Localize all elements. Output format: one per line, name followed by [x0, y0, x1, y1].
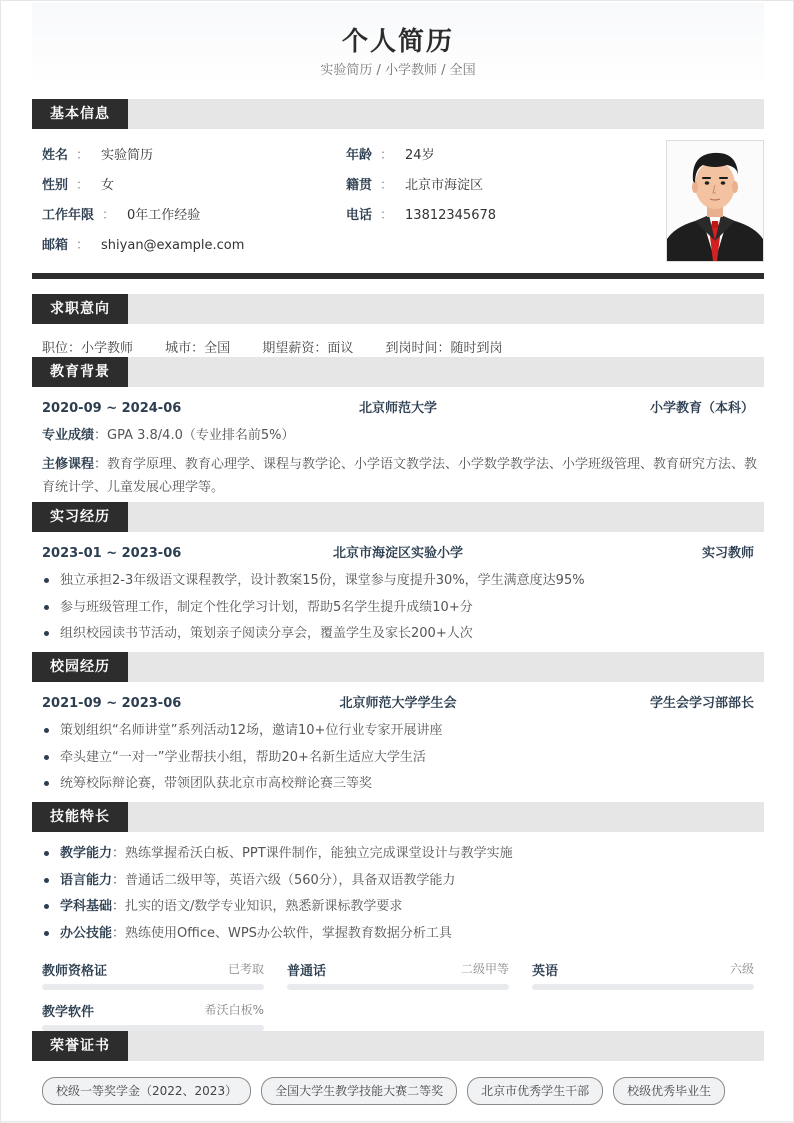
bullet-icon — [44, 878, 49, 883]
info-email: 邮箱 ： shiyan@example.com — [42, 238, 245, 253]
section-title: 校园经历 — [32, 652, 128, 682]
list-item: 策划组织“名师讲堂”系列活动12场，邀请10+位行业专家开展讲座 — [42, 721, 442, 748]
internship-role: 实习教师 — [701, 546, 754, 561]
internship-org: 北京市海淀区实验小学 — [332, 546, 463, 561]
section-title: 实习经历 — [32, 502, 128, 532]
skill-progress-track — [287, 984, 509, 990]
section-title: 基本信息 — [32, 99, 128, 129]
honor-badge: 全国大学生教学技能大赛二等奖 — [261, 1077, 457, 1105]
page-subtitle: 实验简历 / 小学教师 / 全国 — [320, 63, 476, 78]
education-courses: 主修课程：教育学原理、教育心理学、课程与教学论、小学语文教学法、小学数学教学法、小学班级管理、教育研究方法、教育统计学、儿童发展心理学等。 — [42, 457, 758, 495]
school-name: 北京师范大学 — [358, 401, 437, 416]
info-hometown: 籍贯 ： 北京市海淀区 — [346, 178, 484, 193]
intent-availability: 到岗时间：随时到岗 — [385, 341, 503, 356]
campus-bullets — [42, 721, 442, 801]
section-header-campus — [32, 652, 764, 682]
info-phone: 电话 ： 13812345678 — [346, 208, 497, 223]
education-entry-header — [42, 399, 754, 419]
job-intent-row — [42, 337, 530, 356]
skills-bullets — [42, 844, 513, 950]
section-divider — [32, 273, 764, 279]
honor-badge: 校级一等奖学金（2022、2023） — [42, 1077, 251, 1105]
bullet-icon — [44, 728, 49, 733]
campus-entry-header — [42, 694, 754, 714]
profile-photo — [666, 140, 764, 262]
campus-org: 北京师范大学学生会 — [339, 696, 457, 711]
info-name: 姓名 ： 实验简历 — [42, 148, 154, 163]
list-item: 语言能力：普通话二级甲等，英语六级（560分），具备双语教学能力 — [42, 871, 513, 898]
section-title: 教育背景 — [32, 357, 128, 387]
bullet-icon — [44, 605, 49, 610]
list-item: 独立承担2-3年级语文课程教学，设计教案15份，课堂参与度提升30%，学生满意度达95% — [42, 571, 585, 598]
education-date: 2020-09 ~ 2024-06 — [42, 401, 182, 416]
skill-bar-teacher-cert: 教师资格证 已考取 — [42, 960, 264, 990]
education-gpa: 专业成绩：GPA 3.8/4.0（专业排名前5%） — [42, 428, 295, 443]
education-major: 小学教育（本科） — [649, 401, 754, 416]
honor-badge: 北京市优秀学生干部 — [467, 1077, 603, 1105]
email-link[interactable]: shiyan@example.com — [101, 238, 245, 253]
internship-entry-header — [42, 544, 754, 564]
list-item: 组织校园读书节活动，策划亲子阅读分享会，覆盖学生及家长200+人次 — [42, 624, 585, 651]
intent-salary: 期望薪资：面议 — [262, 341, 354, 356]
list-item: 参与班级管理工作，制定个性化学习计划，帮助5名学生提升成绩10+分 — [42, 598, 585, 625]
info-age: 年龄 ： 24岁 — [346, 148, 435, 163]
skill-progress-track — [532, 984, 754, 990]
section-header-education — [32, 357, 764, 387]
skill-bar-english: 英语 六级 — [532, 960, 754, 990]
info-work-years: 工作年限 ： 0年工作经验 — [42, 208, 201, 223]
skill-bar-mandarin: 普通话 二级甲等 — [287, 960, 509, 990]
bullet-icon — [44, 851, 49, 856]
bullet-icon — [44, 904, 49, 909]
avatar-illustration-icon — [667, 141, 763, 261]
campus-role: 学生会学习部部长 — [649, 696, 754, 711]
resume-page — [32, 1, 764, 1098]
list-item: 牵头建立“一对一”学业帮扶小组，帮助20+名新生适应大学生活 — [42, 748, 442, 775]
intent-position: 职位：小学教师 — [42, 341, 134, 356]
section-header-skills — [32, 802, 764, 832]
bullet-icon — [44, 781, 49, 786]
list-item: 教学能力：熟练掌握希沃白板、PPT课件制作，能独立完成课堂设计与教学实施 — [42, 844, 513, 871]
section-title: 荣誉证书 — [32, 1031, 128, 1061]
honor-badge: 校级优秀毕业生 — [613, 1077, 725, 1105]
section-title: 技能特长 — [32, 802, 128, 832]
honors-list — [42, 1077, 735, 1105]
skill-progress-track — [42, 984, 264, 990]
resume-header — [32, 3, 764, 87]
intent-city: 城市：全国 — [165, 341, 231, 356]
internship-date: 2023-01 ~ 2023-06 — [42, 546, 182, 561]
info-gender: 性别 ： 女 — [42, 178, 115, 193]
bullet-icon — [44, 755, 49, 760]
section-header-internship — [32, 502, 764, 532]
bullet-icon — [44, 578, 49, 583]
internship-bullets — [42, 571, 585, 651]
campus-date: 2021-09 ~ 2023-06 — [42, 696, 182, 711]
bullet-icon — [44, 631, 49, 636]
list-item: 学科基础：扎实的语文/数学专业知识，熟悉新课标教学要求 — [42, 897, 513, 924]
bullet-icon — [44, 931, 49, 936]
page-title: 个人简历 — [341, 27, 454, 57]
section-title: 求职意向 — [32, 294, 128, 324]
list-item: 办公技能：熟练使用Office、WPS办公软件，掌握教育数据分析工具 — [42, 924, 513, 951]
section-header-honors — [32, 1031, 764, 1061]
section-header-basic — [32, 99, 764, 129]
section-header-intent — [32, 294, 764, 324]
list-item: 统筹校际辩论赛，带领团队获北京市高校辩论赛三等奖 — [42, 774, 442, 801]
skill-bar-teaching-software: 教学软件 希沃白板% — [42, 1001, 264, 1031]
